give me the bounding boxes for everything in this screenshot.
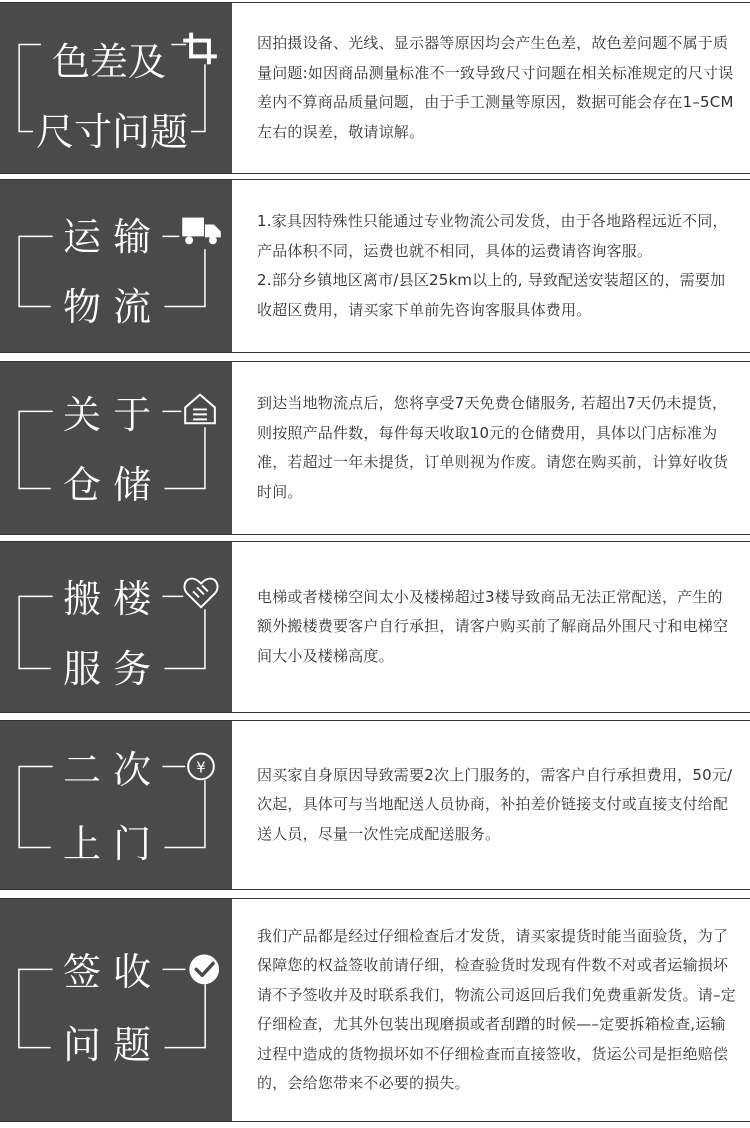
section-description: [257, 721, 736, 889]
section-title-panel: [0, 362, 232, 534]
section-title-panel: [0, 542, 232, 712]
handshake-icon: [184, 579, 217, 608]
section-title-line2: 尺寸问题: [36, 110, 189, 154]
description-paragraph: 我们产品都是经过仔细检查后才发货，请买家提货时能当面验货，为了保障您的权益签收前请仔细，检查验货时发现有件数不对或者运输损坏请不予签收并及时联系我们，物流公司返回后我们免费重新发货。请–定仔细检查，尤其外包装出现磨损或者刮蹭的时候—–定要拆箱检查,运输过程中造成的货物损坏如不仔细检查而直接签收，货运公司是拒绝赔偿的，会给您带来不必要的损失。: [257, 926, 736, 1092]
section-title-line1: 搬 楼: [63, 577, 152, 621]
section-title-line1: 签 收: [63, 950, 152, 994]
section-title-line1: 运 输: [63, 215, 152, 259]
section-description: [257, 899, 736, 1121]
section-storage: [0, 361, 750, 535]
description-paragraph: 因买家自身原因导致需要2次上门服务的，需客户自行承担费用，50元/次起，具体可与当地配送人员协商，补拍差价链接支付或直接支付给配送人员，尽量一次性完成配送服务。: [257, 765, 733, 843]
section-title-panel: [0, 899, 232, 1121]
section-title-panel: [0, 3, 232, 173]
section-title-line2: 仓 储: [63, 463, 152, 507]
section-color-difference: [0, 2, 750, 174]
section-title-line1: 关 于: [63, 393, 152, 437]
title-frame: [0, 362, 232, 534]
title-frame: [0, 899, 232, 1121]
warehouse-icon: [185, 395, 215, 424]
description-paragraph: 1.家具因特殊性只能通过专业物流公司发货，由于各地路程远近不同，产品体积不同，运费也就不相同，具体的运费请咨询客服。: [257, 212, 728, 260]
section-description: [257, 180, 736, 352]
description-paragraph: 到达当地物流点后，您将享受7天免费仓储服务, 若超出7天仍未提货，则按照产品件数，每件每天收取10元的仓储费用，具体以门店标准为准，若超过一年未提货，订单则视为作废。请您在购买前，计算好收货时间。: [257, 394, 729, 501]
section-title-line1: 色差及: [52, 40, 167, 84]
section-title-line2: 问 题: [63, 1023, 152, 1067]
section-title-panel: [0, 721, 232, 889]
section-title-panel: [0, 180, 232, 352]
section-shipping: [0, 179, 750, 353]
section-receipt: [0, 898, 750, 1122]
description-paragraph: 因拍摄设备、光线、显示器等原因均会产生色差，故色差问题不属于质量问题:如因商品测量标准不一致导致尺寸问题在相关标准规定的尺寸误差内不算商品质量问题，由于手工测量等原因，数据可能会存在1–5CM左右的误差，敬请谅解。: [257, 34, 734, 141]
truck-icon: [182, 218, 221, 245]
section-title-line1: 二 次: [63, 748, 152, 792]
check-icon: [189, 955, 219, 985]
section-description: [257, 542, 736, 712]
section-stair-moving: [0, 541, 750, 713]
section-title-line2: 上 门: [63, 822, 152, 866]
section-description: [257, 3, 736, 173]
description-paragraph: 2.部分乡镇地区离市/县区25km以上的, 导致配送安装超区的，需要加收超区费用，请买家下单前先咨询客服具体费用。: [257, 271, 726, 319]
yuan-icon: [188, 754, 214, 780]
description-paragraph: 电梯或者楼梯空间太小及楼梯超过3楼导致商品无法正常配送，产生的额外搬楼费要客户自行承担，请客户购买前了解商品外围尺寸和电梯空间大小及楼梯高度。: [257, 587, 729, 665]
section-title-line2: 物 流: [63, 285, 152, 329]
section-second-visit: [0, 720, 750, 890]
section-description: [257, 362, 736, 534]
section-title-line2: 服 务: [63, 647, 152, 691]
svg-text:¥: ¥: [196, 759, 206, 777]
crop-icon: [185, 35, 215, 63]
